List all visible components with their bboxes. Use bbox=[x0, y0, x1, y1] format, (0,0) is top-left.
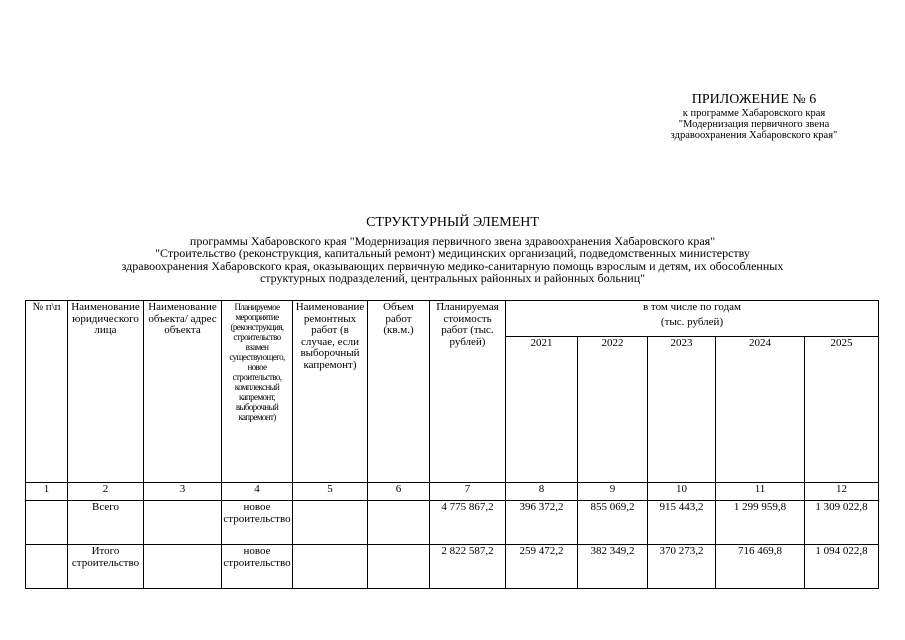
column-number: 7 bbox=[430, 483, 506, 501]
years-group-label: в том числе по годам bbox=[642, 301, 742, 313]
subtitle-line: здравоохранения Хабаровского края, оказывающих первичную медико-санитарную помощь взрослым и детям, их обособленных bbox=[121, 258, 784, 273]
header-year: 2024 bbox=[716, 337, 805, 483]
column-number: 12 bbox=[805, 483, 879, 501]
row-object bbox=[144, 501, 222, 545]
row-year-value: 1 094 022,8 bbox=[805, 545, 879, 589]
header-years-group bbox=[506, 301, 879, 337]
row-volume bbox=[368, 545, 430, 589]
header-year: 2021 bbox=[506, 337, 578, 483]
row-object bbox=[144, 545, 222, 589]
column-number: 9 bbox=[578, 483, 648, 501]
table-row bbox=[26, 501, 879, 545]
row-year-value: 396 372,2 bbox=[506, 501, 578, 545]
appendix-title: ПРИЛОЖЕНИЕ № 6 bbox=[691, 92, 817, 107]
row-total: 4 775 867,2 bbox=[430, 501, 506, 545]
header-year: 2022 bbox=[578, 337, 648, 483]
subtitle-line: программы Хабаровского края "Модернизация первичного звена здравоохранения Хабаровского края" bbox=[189, 234, 716, 248]
program-table bbox=[25, 300, 879, 589]
row-volume bbox=[368, 501, 430, 545]
row-measure: новое строительство bbox=[222, 501, 293, 545]
row-entity: Всего bbox=[68, 501, 144, 545]
header-work-volume: Объем работ (кв.м.) bbox=[368, 301, 430, 483]
column-number: 5 bbox=[293, 483, 368, 501]
row-year-value: 370 273,2 bbox=[648, 545, 716, 589]
column-number: 11 bbox=[716, 483, 805, 501]
row-year-value: 716 469,8 bbox=[716, 545, 805, 589]
appendix-line: здравоохранения Хабаровского края" bbox=[670, 130, 838, 141]
header-number: № п\п bbox=[26, 301, 68, 483]
row-repair bbox=[293, 501, 368, 545]
appendix-line: к программе Хабаровского края bbox=[682, 108, 826, 119]
column-number: 4 bbox=[222, 483, 293, 501]
document-title: СТРУКТУРНЫЙ ЭЛЕМЕНТ bbox=[366, 215, 539, 230]
row-measure: новое строительство bbox=[222, 545, 293, 589]
header-planned-measure: Планируемое мероприятие (реконструкция, строительство взамен существующего, новое строительство, комплексный капремонт, выборочный капремонт) bbox=[222, 301, 293, 483]
table-row bbox=[26, 545, 879, 589]
subtitle-line: "Строительство (реконструкция, капитальный ремонт) медицинских организаций, подведомственных министерству bbox=[155, 246, 750, 261]
column-number: 8 bbox=[506, 483, 578, 501]
column-number: 10 bbox=[648, 483, 716, 501]
header-year: 2025 bbox=[805, 337, 879, 483]
row-year-value: 382 349,2 bbox=[578, 545, 648, 589]
column-number: 6 bbox=[368, 483, 430, 501]
row-number bbox=[26, 545, 68, 589]
row-entity: Итого строительство bbox=[68, 545, 144, 589]
column-number: 1 bbox=[26, 483, 68, 501]
header-year: 2023 bbox=[648, 337, 716, 483]
row-year-value: 1 299 959,8 bbox=[716, 501, 805, 545]
row-year-value: 259 472,2 bbox=[506, 545, 578, 589]
header-planned-cost: Планируемая стоимость работ (тыс. рублей) bbox=[430, 301, 506, 483]
years-group-unit: (тыс. рублей) bbox=[660, 315, 724, 328]
row-number bbox=[26, 501, 68, 545]
header-object-address: Наименование объекта/ адрес объекта bbox=[144, 301, 222, 483]
appendix-line: "Модернизация первичного звена bbox=[678, 119, 830, 130]
subtitle-line: структурных подразделений, центральных районных и районных больниц" bbox=[259, 270, 646, 285]
column-number: 3 bbox=[144, 483, 222, 501]
row-year-value: 1 309 022,8 bbox=[805, 501, 879, 545]
row-repair bbox=[293, 545, 368, 589]
row-year-value: 855 069,2 bbox=[578, 501, 648, 545]
appendix-header bbox=[646, 92, 862, 141]
document-subtitle bbox=[22, 235, 883, 284]
column-number: 2 bbox=[68, 483, 144, 501]
header-repair-works: Наименование ремонтных работ (в случае, если выборочный капремонт) bbox=[293, 301, 368, 483]
row-year-value: 915 443,2 bbox=[648, 501, 716, 545]
row-total: 2 822 587,2 bbox=[430, 545, 506, 589]
column-numbers-row bbox=[26, 483, 879, 501]
header-legal-entity: Наименование юридического лица bbox=[68, 301, 144, 483]
